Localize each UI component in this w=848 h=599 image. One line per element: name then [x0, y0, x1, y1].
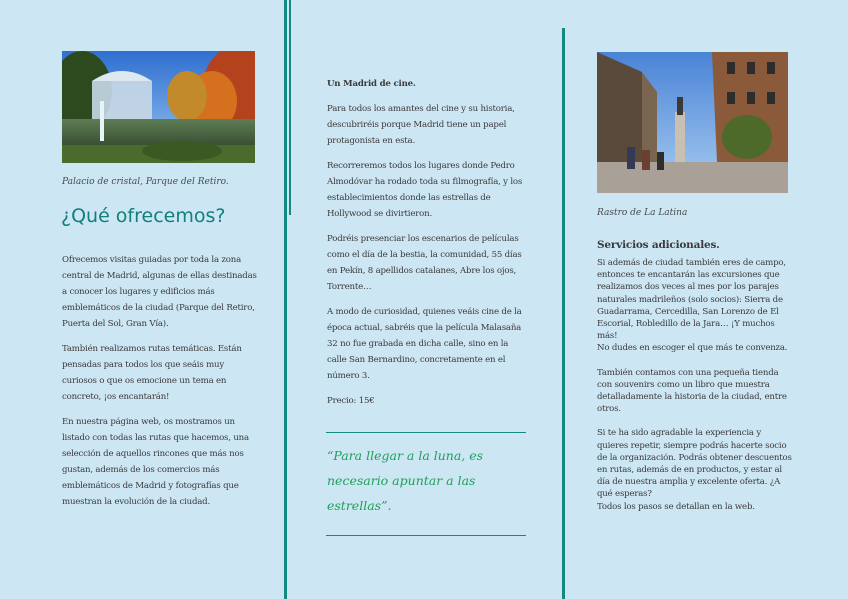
rastro-latina-photo [597, 52, 788, 193]
servicios-text [597, 257, 793, 513]
cine-section [327, 76, 525, 418]
price-label: Precio: 15€ [327, 396, 375, 406]
paragraph: Ofrecemos visitas guiadas por toda la zona central de Madrid, algunas de ellas destinadas a conocer los lugares y edificios más emblemáticos de la ciudad (Parque del Retiro, Puerta del Sol, Gran Vía). [62, 255, 257, 329]
quote-rule-top [326, 432, 526, 433]
paragraph: También realizamos rutas temáticas. Están pensadas para todos los que seáis muy curiosos o que os emocione un tema en concreto, ¡os encantarán! [62, 344, 242, 402]
palacio-cristal-photo [62, 51, 255, 163]
paragraph: A modo de curiosidad, quienes veáis cine de la época actual, sabréis que la película Malasaña 32 no fue grabada en dicha calle, sino en la calle San Bernardino, concretamente en el número 3. [327, 307, 522, 381]
quote-text: “Para llegar a la luna, es necesario apuntar a las estrellas”. [327, 448, 484, 513]
quote-rule-bottom [326, 535, 526, 536]
section-heading-que-ofrecemos: ¿Qué ofrecemos? [61, 205, 226, 227]
paragraph: También contamos con una pequeña tienda con souvenirs como un libro que muestra detalladamente la historia de la ciudad, entre otros. [597, 367, 787, 415]
photo-caption-palacio: Palacio de cristal, Parque del Retiro. [62, 177, 229, 187]
column-divider-left [284, 0, 287, 599]
que-ofrecemos-text [62, 252, 258, 519]
paragraph: Si además de ciudad también eres de campo, entonces te encantarán las excursiones que realizamos dos veces al mes por los parajes naturales madrileños (solo socios): Sierra de Guadarrama, Cercedilla, San Lorenzo de El Escorial, Robledillo de la Jara… ¡Y muchos más! [597, 258, 786, 342]
photo-caption-rastro: Rastro de La Latina [597, 208, 688, 218]
paragraph: Para todos los amantes del cine y su historia, descubriréis porque Madrid tiene un papel protagonista en esta. [327, 104, 515, 146]
paragraph: Recorreremos todos los lugares donde Pedro Almodóvar ha rodado toda su filmografía, y los establecimientos donde las estrellas de Hollywood se divirtieron. [327, 161, 523, 219]
column-divider-right [562, 28, 565, 599]
paragraph: Todos los pasos se detallan en la web. [597, 501, 755, 512]
paragraph: No dudes en escoger el que más te convenza. [597, 343, 788, 354]
column-divider-left-accent [289, 0, 291, 215]
paragraph: En nuestra página web, os mostramos un listado con todas las rutas que hacemos, una selección de aquellos rincones que más nos gustan, además de los comercios más emblemáticos de Madrid y fotografías que muestran la evolución de la ciudad. [62, 417, 249, 507]
servicios-title: Servicios adicionales. [597, 239, 720, 251]
cine-title: Un Madrid de cine. [327, 79, 416, 89]
paragraph: Si te ha sido agradable la experiencia y quieres repetir, siempre podrás hacerte socio de la organización. Podrás obtener descuentos en rutas, además de en productos, y estar al día de nuestra amplia y excelente oferta. ¿A qué esperas? [597, 428, 792, 500]
paragraph: Podréis presenciar los escenarios de películas como el día de la bestia, la comunidad, 55 días en Pekín, 8 apellidos catalanes, Abre los ojos, Torrente… [327, 234, 522, 292]
